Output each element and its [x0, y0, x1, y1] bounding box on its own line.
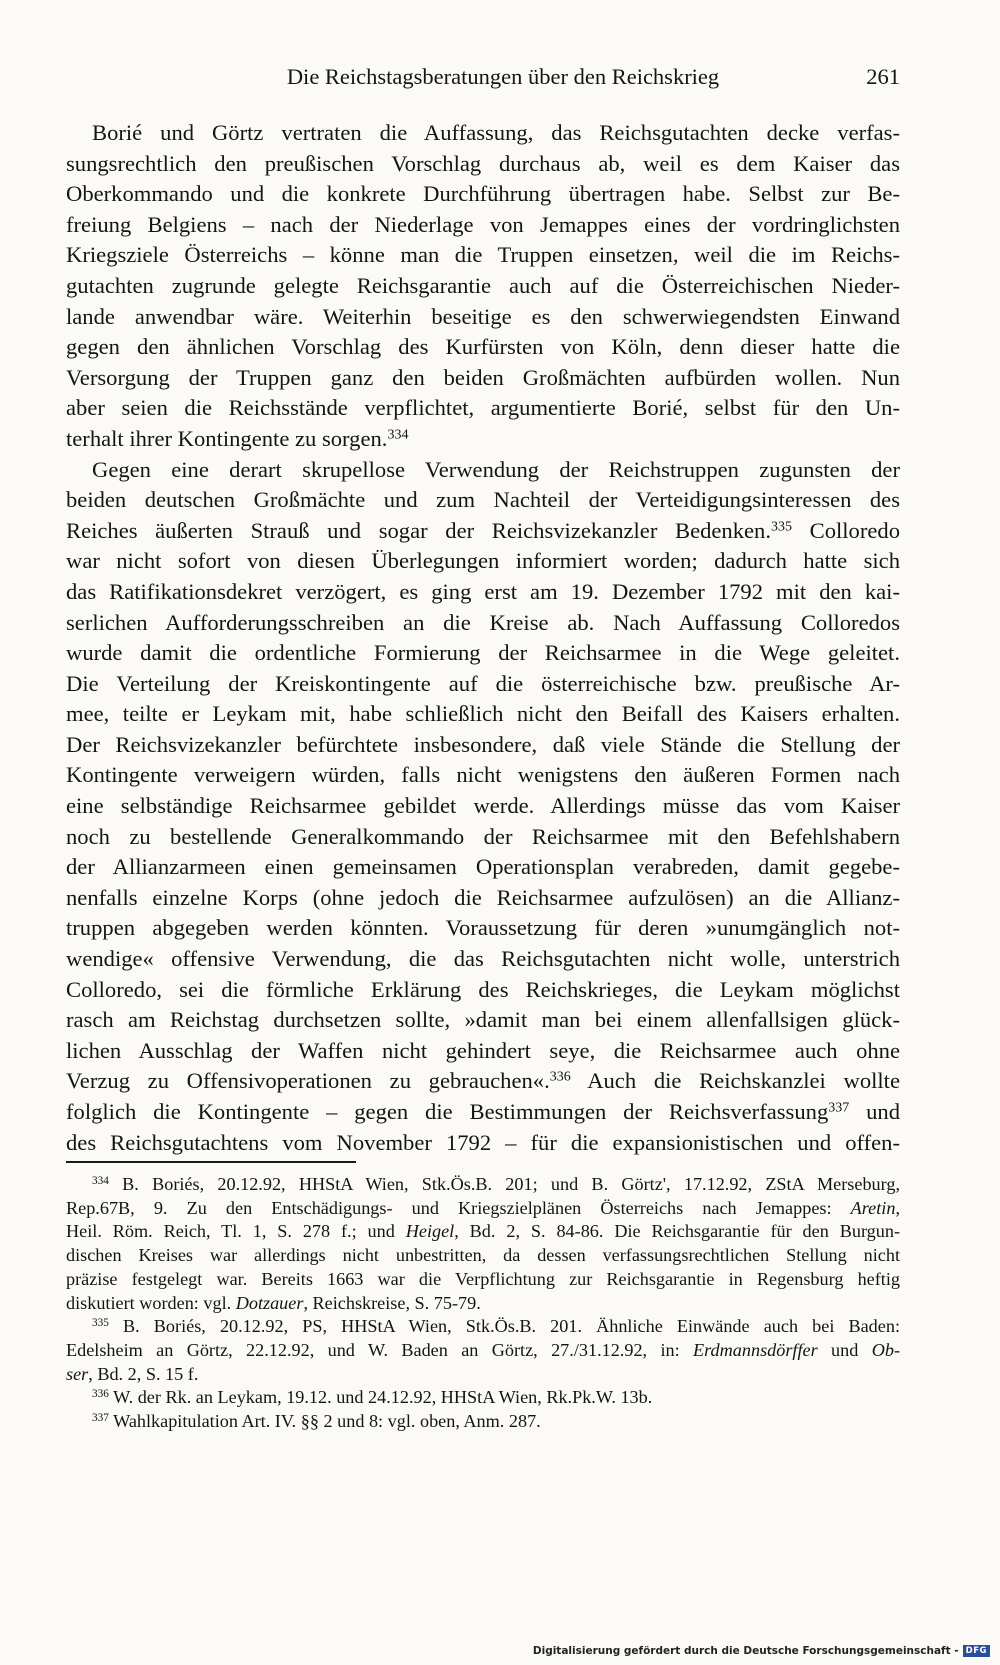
footnote-ref[interactable]: 336: [549, 1069, 571, 1085]
watermark-text: Digitalisierung gefördert durch die Deutsche Forschungsgemeinschaft -: [532, 1645, 959, 1657]
text-line: wendige« offensive Verwendung, die das Reichsgutachten nicht wolle, unterstrich: [66, 946, 900, 972]
footnote-text: Rep.67B, 9. Zu den Entschädigungs- und Kriegszielplänen Österreichs nach Jemappes:: [66, 1197, 851, 1218]
text-line: [66, 516, 900, 547]
footnote-number: 336: [92, 1388, 109, 1401]
author-name: Erdmannsdörffer: [693, 1339, 818, 1360]
main-text: [66, 118, 900, 1158]
footnote-337: [66, 1410, 900, 1434]
footnote-text: , Reichskreise, S. 75-79.: [303, 1292, 481, 1313]
footnote-line: [66, 1339, 900, 1363]
footnote-text: B. Boriés, 20.12.92, PS, HHStA Wien, Stk.Ös.B. 201. Ähnliche Einwände auch bei Baden:: [108, 1316, 900, 1337]
text-line: eine selbständige Reichsarmee gebildet werde. Allerdings müsse das vom Kaiser: [66, 793, 900, 819]
text-fragment: Reiches äußerten Strauß und sogar der Reichsvizekanzler Bedenken.: [66, 517, 771, 543]
author-name: Aretin: [850, 1197, 896, 1218]
page-header: [66, 64, 900, 100]
footnote-text: Wahlkapitulation Art. IV. §§ 2 und 8: vgl. oben, Anm. 287.: [108, 1411, 541, 1432]
text-line: das Ratifikationsdekret verzögert, es ging erst am 19. Dezember 1792 mit den kai-: [66, 578, 900, 604]
footnote-text: diskutiert worden: vgl.: [66, 1292, 236, 1313]
footnote-line: präzise festgelegt war. Bereits 1663 war die Verpflichtung zur Reichsgarantie in Regensburg heftig: [66, 1268, 900, 1289]
footnote-number: 337: [92, 1411, 109, 1424]
footnote-number: 334: [92, 1174, 109, 1187]
footnote-line: dischen Kreises war allerdings nicht unbestritten, da dessen verfassungsrechtlichen Stellung nicht: [66, 1245, 900, 1266]
text-line: aber seien die Reichsstände verpflichtet, argumentierte Borié, selbst für den Un-: [66, 395, 900, 421]
text-line: Der Reichsvizekanzler befürchtete insbesondere, daß viele Stände die Stellung der: [66, 731, 900, 757]
text-line: Kontingente verweigern würden, falls nicht wenigstens den äußeren Formen nach: [66, 762, 900, 788]
footnote-number: 335: [92, 1317, 109, 1330]
footnote-ref[interactable]: 335: [771, 519, 792, 535]
text-fragment: und: [849, 1099, 900, 1124]
text-line: sungsrechtlich den preußischen Vorschlag durchaus ab, weil es dem Kaiser das: [66, 150, 900, 176]
footnote-334: [66, 1173, 900, 1197]
text-line: [66, 1066, 900, 1097]
text-line: war nicht sofort von diesen Überlegungen informiert worden; dadurch hatte sich: [66, 548, 900, 574]
text-line: rasch am Reichstag durchsetzen sollte, »damit man bei einem allenfallsigen glück-: [66, 1007, 900, 1033]
footnote-text: Heil. Röm. Reich, Tl. 1, S. 278 f.; und: [66, 1221, 406, 1242]
running-title: Die Reichstagsberatungen über den Reichskrieg: [286, 64, 720, 89]
text-line: Colloredo, sei die förmliche Erklärung des Reichskrieges, die Leykam möglichst: [66, 976, 900, 1002]
digitization-notice: [533, 1645, 990, 1657]
footnote-line: [66, 1197, 900, 1221]
footnote-ref[interactable]: 337: [828, 1100, 850, 1116]
footnote-text: , Bd. 2, S. 84-86. Die Reichsgarantie für den Burgun-: [454, 1221, 901, 1242]
footnote-text: W. der Rk. an Leykam, 19.12. und 24.12.92, HHStA Wien, Rk.Pk.W. 13b.: [108, 1387, 653, 1408]
author-name: Ob-: [871, 1339, 901, 1360]
footnote-ref[interactable]: 334: [387, 427, 409, 443]
text-line: Gegen eine derart skrupellose Verwendung der Reichstruppen zugunsten der: [92, 456, 900, 482]
footnote-text: B. Boriés, 20.12.92, HHStA Wien, Stk.Ös.B. 201; und B. Görtz', 17.12.92, ZStA Merseburg,: [108, 1174, 900, 1194]
footnote-335: [66, 1315, 900, 1339]
text-line: Oberkommando und die konkrete Durchführung übertragen habe. Selbst zur Be-: [66, 181, 900, 207]
footnote-text: ,: [895, 1197, 900, 1218]
footnote-336: [66, 1386, 900, 1410]
text-line: gegen den ähnlichen Vorschlag des Kurfürsten von Köln, denn dieser hatte die: [66, 334, 900, 360]
text-fragment: folglich die Kontingente – gegen die Bestimmungen der Reichsverfassung: [66, 1099, 829, 1124]
text-line: Die Verteilung der Kreiskontingente auf die österreichische bzw. preußische Ar-: [66, 670, 900, 696]
text-line: gutachten zugrunde gelegte Reichsgarantie auch auf die Österreichischen Nieder-: [66, 272, 900, 298]
footnote-line: [66, 1292, 900, 1316]
footnote-text: und: [817, 1339, 872, 1360]
footnote-line: [66, 1363, 900, 1387]
text-line: freiung Belgiens – nach der Niederlage von Jemappes eines der vordringlichsten: [66, 211, 900, 237]
footnote-line: [66, 1220, 900, 1244]
footnote-text: Edelsheim an Görtz, 22.12.92, und W. Baden an Görtz, 27./31.12.92, in:: [66, 1339, 694, 1360]
text-line: Versorgung der Truppen ganz den beiden Großmächten aufbürden wollen. Nun: [66, 364, 900, 390]
text-line: wurde damit die ordentliche Formierung der Reichsarmee in die Wege geleitet.: [66, 640, 900, 666]
author-name: Heigel: [405, 1221, 455, 1242]
footnote-separator: [66, 1161, 356, 1163]
author-name: Dotzauer: [235, 1292, 304, 1313]
text-line: des Reichsgutachtens vom November 1792 – für die expansionistischen und offen-: [66, 1129, 900, 1155]
text-line: lichen Ausschlag der Waffen nicht gehindert seye, die Reichsarmee auch ohne: [66, 1037, 900, 1063]
text-fragment: terhalt ihrer Kontingente zu sorgen.: [66, 425, 388, 451]
footnote-text: , Bd. 2, S. 15 f.: [88, 1363, 199, 1384]
text-fragment: Colloredo: [792, 517, 900, 543]
text-line: lande anwendbar wäre. Weiterhin beseitige es den schwerwiegendsten Einwand: [66, 303, 900, 329]
text-line: mee, teilte er Leykam mit, habe schließlich nicht den Beifall des Kaisers erhalten.: [66, 701, 900, 727]
text-line: Borié und Görtz vertraten die Auffassung, das Reichsgutachten decke verfas-: [92, 120, 900, 145]
text-fragment: Auch die Reichskanzlei wollte: [570, 1068, 900, 1094]
text-line: serlichen Aufforderungsschreiben an die Kreise ab. Nach Auffassung Colloredos: [66, 609, 900, 635]
text-line: der Allianzarmeen einen gemeinsamen Operationsplan verabreden, damit gegebe-: [66, 854, 900, 880]
page-number: 261: [866, 64, 900, 89]
text-line: beiden deutschen Großmächte und zum Nachteil der Verteidigungsinteressen des: [66, 487, 900, 513]
text-line: noch zu bestellende Generalkommando der Reichsarmee mit den Befehlshabern: [66, 823, 900, 849]
footnotes: [66, 1173, 900, 1434]
text-line: [66, 424, 900, 455]
dfg-logo-icon: DFG: [963, 1645, 990, 1657]
text-line: [66, 1097, 900, 1128]
text-line: truppen abgegeben werden könnten. Voraussetzung für deren »unumgänglich not-: [66, 915, 900, 941]
text-fragment: Verzug zu Offensivoperationen zu gebrauchen«.: [66, 1068, 550, 1094]
text-line: nenfalls einzelne Korps (ohne jedoch die Reichsarmee aufzulösen) an die Allianz-: [66, 884, 900, 910]
author-name: ser: [66, 1363, 89, 1384]
text-line: Kriegsziele Österreichs – könne man die Truppen einsetzen, weil die im Reichs-: [66, 242, 900, 268]
